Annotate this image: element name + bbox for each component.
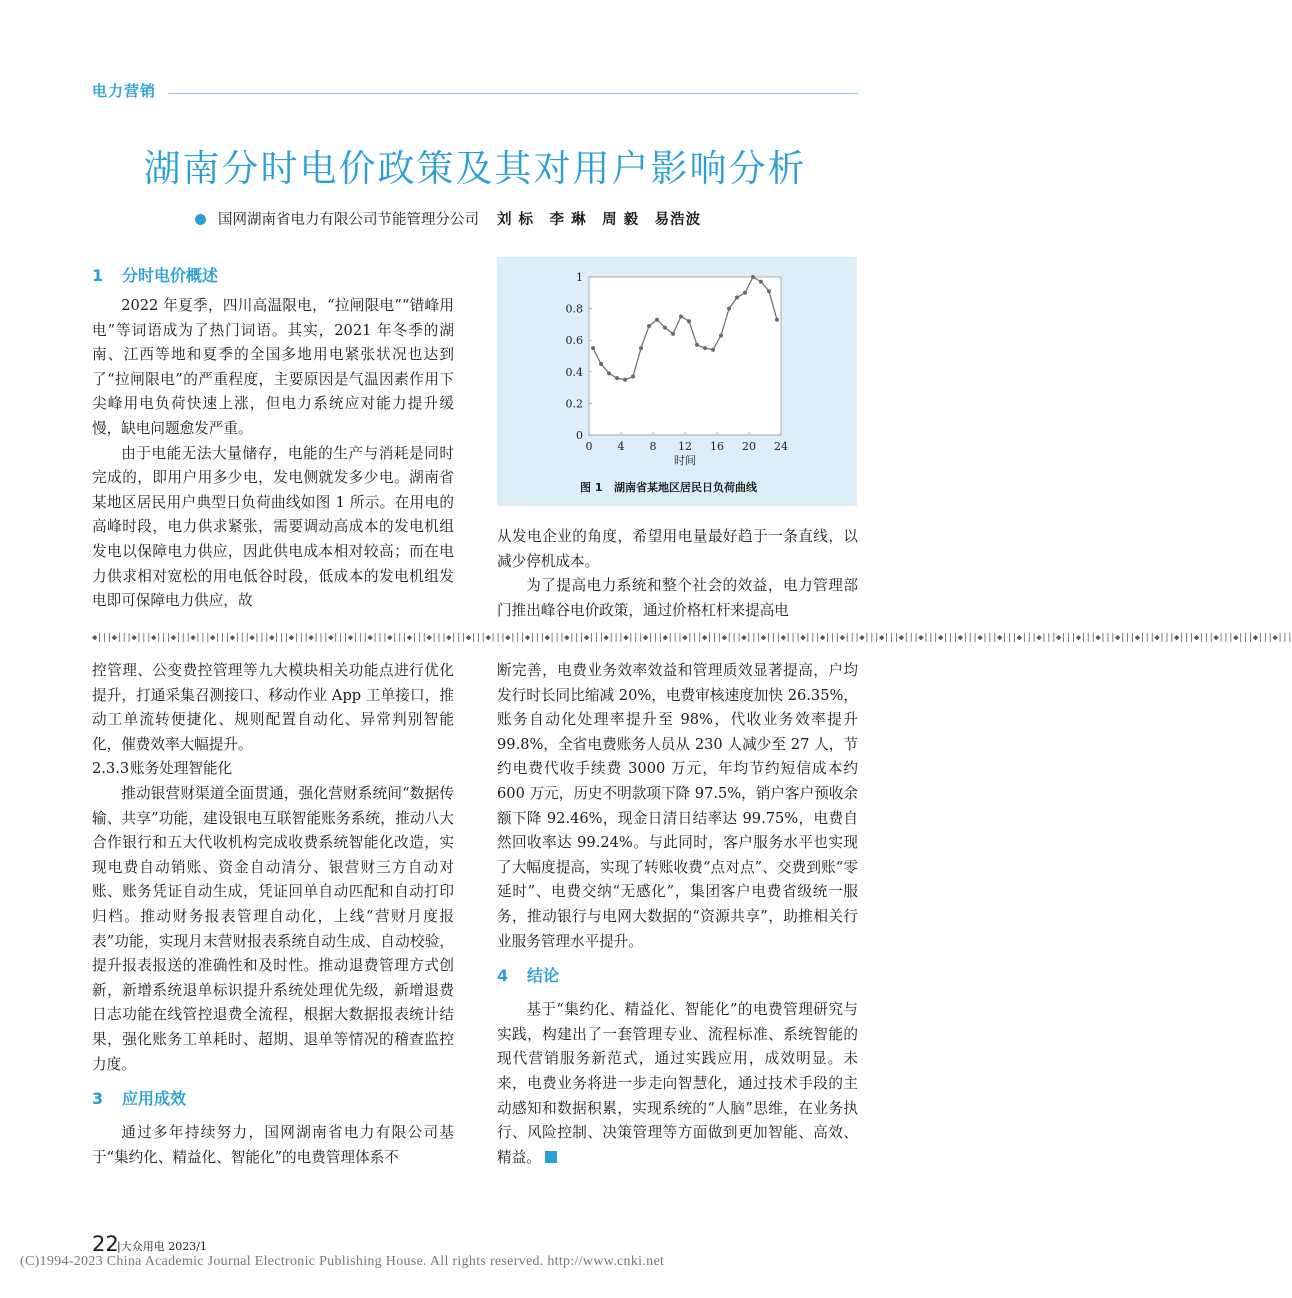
x-tick-label: 0 — [585, 440, 593, 453]
data-point — [615, 376, 619, 380]
page-divider: ◆|||◆|||◆|||◆|||◆|||◆|||◆|||◆|||◆|||◆|||◆|||◆|||◆|||◆|||◆|||◆|||◆|||◆|||◆|||◆|||◆|||◆|||◆|||◆|||◆|||◆|||◆|||◆|||◆|||◆|||◆|||◆|||◆|||◆|||◆|||◆|||◆|||◆|||◆|||◆|||◆|||◆|||◆|||◆|||◆|||◆|||◆|||◆|||◆|||◆|||◆|||◆|||◆|||◆|||◆|||◆|||◆|||◆|||◆|||◆|||◆||| — [92, 633, 1292, 643]
data-point — [599, 362, 603, 366]
y-tick-label: 0.2 — [565, 397, 583, 411]
data-point — [695, 343, 699, 347]
heading-text: 结论 — [527, 966, 560, 986]
data-point — [655, 318, 659, 322]
paragraph: 2022 年夏季，四川高温限电，“拉闸限电”“错峰用电”等词语成为了热门词语。其实，2021 年冬季的湖南、江西等地和夏季的全国多地用电紧张状况也达到了“拉闸限电”的严重程度，主要原因是气温因素作用下尖峰用电负荷快速上涨，但电力系统应对能力提升缓慢，缺电问题愈发严重。 — [92, 297, 454, 437]
x-tick-label: 16 — [710, 440, 724, 453]
figure-caption — [580, 479, 757, 495]
header-rule — [168, 93, 858, 94]
data-point — [591, 346, 595, 350]
subsection-heading — [92, 757, 454, 782]
data-point — [687, 319, 691, 323]
x-tick-label: 20 — [742, 440, 756, 453]
upper-left-column — [92, 263, 454, 614]
y-tick-label: 0.4 — [565, 365, 583, 379]
heading-number: 4 — [497, 966, 509, 986]
section-3-heading — [92, 1086, 454, 1109]
subsection-number: 2.3.3 — [92, 760, 130, 778]
y-tick-label: 0.6 — [565, 334, 583, 348]
data-point — [751, 275, 755, 279]
copyright-notice: (C)1994-2023 China Academic Journal Electronic Publishing House. All rights reserved. http://www.cnki.net — [20, 1254, 665, 1269]
conclusion-text: 基于“集约化、精益化、智能化”的电费管理研究与实践，构建出了一套管理专业、流程标准、系统智能的现代营销服务新范式，通过实践应用，成效明显。未来，电费业务将进一步走向智慧化，通过技术手段的主动感知和数据积累，实现系统的“人脑”思维，在业务执行、风险控制、决策管理等方面做到更加智能、高效、精益。 — [497, 1001, 858, 1166]
byline — [195, 208, 701, 229]
lower-left-column — [92, 659, 454, 1170]
section-label: 电力营销 — [92, 82, 157, 100]
y-tick-label: 0.8 — [565, 302, 583, 316]
data-point — [647, 324, 651, 328]
y-tick-label: 0 — [576, 429, 583, 442]
paragraph: 通过多年持续努力，国网湖南省电力有限公司基于“集约化、精益化、智能化”的电费管理体系不 — [92, 1124, 454, 1166]
data-point — [743, 291, 747, 295]
figure-box — [497, 257, 857, 506]
x-axis-label: 时间 — [674, 454, 696, 467]
data-point — [631, 375, 635, 379]
data-point — [679, 315, 683, 319]
x-tick-label: 24 — [774, 440, 788, 453]
publication-info: |大众用电 2023/1 — [117, 1240, 207, 1253]
heading-number: 1 — [92, 266, 104, 285]
upper-right-column — [497, 525, 858, 623]
data-point — [623, 378, 627, 382]
article-title: 湖南分时电价政策及其对用户影响分析 — [143, 147, 807, 190]
data-point — [607, 371, 611, 375]
y-tick-label: 1 — [576, 271, 583, 284]
lower-right-column — [497, 659, 858, 1170]
x-tick-label: 4 — [617, 440, 625, 453]
data-point — [639, 346, 643, 350]
data-point — [727, 307, 731, 311]
data-point — [711, 348, 715, 352]
data-point — [759, 280, 763, 284]
heading-number: 3 — [92, 1089, 104, 1109]
bullet-icon — [195, 214, 206, 225]
figure-number: 图 1 — [580, 481, 603, 494]
conclusion-paragraph — [497, 998, 858, 1170]
plot-area — [589, 277, 781, 435]
subsection-title: 账务处理智能化 — [130, 760, 233, 778]
paragraph: 从发电企业的角度，希望用电量最好趋于一条直线，以减少停机成本。 — [497, 528, 858, 570]
section-4-heading — [497, 963, 858, 986]
data-point — [767, 289, 771, 293]
load-curve-chart — [497, 257, 857, 477]
section-1-heading — [92, 263, 454, 286]
x-tick-label: 8 — [649, 440, 657, 453]
page-number: 22 — [92, 1232, 119, 1256]
heading-text: 应用成效 — [122, 1089, 187, 1109]
paragraph: 为了提高电力系统和整个社会的效益，电力管理部门推出峰谷电价政策，通过价格杠杆来提高电 — [497, 577, 858, 619]
data-point — [663, 326, 667, 330]
data-point — [775, 318, 779, 322]
paragraph: 推动银营财渠道全面贯通，强化营财系统间“数据传输、共享”功能，建设银电互联智能账务系统，推动八大合作银行和五大代收机构完成收费系统智能化改造，实现电费自动销账、资金自动清分、银营财三方自动对账、账务凭证自动生成，凭证回单自动匹配和自动打印归档。推动财务报表管理自动化，上线“营财月度报表”功能，实现月末营财报表系统自动生成、自动校验，提升报表报送的准确性和及时性。推动退费管理方式创新，新增系统退单标识提升系统处理优先级，新增退费日志功能在线管控退费全流程，根据大数据报表统计结果，强化账务工单耗时、超期、退单等情况的稽查监控力度。 — [92, 784, 454, 1073]
data-point — [671, 332, 675, 336]
paragraph: 控管理、公变费控管理等九大模块相关功能点进行优化提升，打通采集召测接口、移动作业 App 工单接口，推动工单流转便捷化、规则配置自动化、异常判别智能化，催费效率大幅提升。 — [92, 662, 454, 753]
end-mark-icon — [545, 1151, 557, 1163]
data-point — [735, 296, 739, 300]
data-point — [703, 346, 707, 350]
authors: 刘 标 李 琳 周 毅 易浩波 — [497, 211, 702, 228]
heading-text: 分时电价概述 — [122, 266, 219, 285]
affiliation: 国网湖南省电力有限公司节能管理分公司 — [218, 212, 479, 228]
paragraph: 断完善，电费业务效率效益和管理质效显著提高，户均发行时长同比缩减 20%，电费审核速度加快 26.35%，账务自动化处理率提升至 98%，代收业务效率提升 99.8%，全省电费账务人员从 230 人减少至 27 人，节约电费代收手续费 3000 万元，年均节约短信成本约 600 万元，历史不明款项下降 97.5%，销户客户预收余额下降 92.46%，现金日清日结率达 99.75%，电费自然回收率达 99.24%。与此同时，客户服务水平也实现了大幅度提高，实现了转账收费“点对点”、交费到账“零延时”、电费交纳“无感化”，集团客户电费省级统一服务，推动银行与电网大数据的“资源共享”，助推相关行业服务管理水平提升。 — [497, 662, 858, 950]
data-point — [719, 334, 723, 338]
paragraph: 由于电能无法大量储存，电能的生产与消耗是同时完成的，即用户用多少电，发电侧就发多少电。湖南省某地区居民用户典型日负荷曲线如图 1 所示。在用电的高峰时段，电力供求紧张，需要调动高成本的发电机组发电以保障电力供应，因此供电成本相对较高；而在电力供求相对宽松的用电低谷时段，低成本的发电机组发电即可保障电力供应，故 — [92, 444, 454, 610]
figure-title: 湖南省某地区居民日负荷曲线 — [613, 481, 757, 494]
x-tick-label: 12 — [678, 440, 692, 453]
